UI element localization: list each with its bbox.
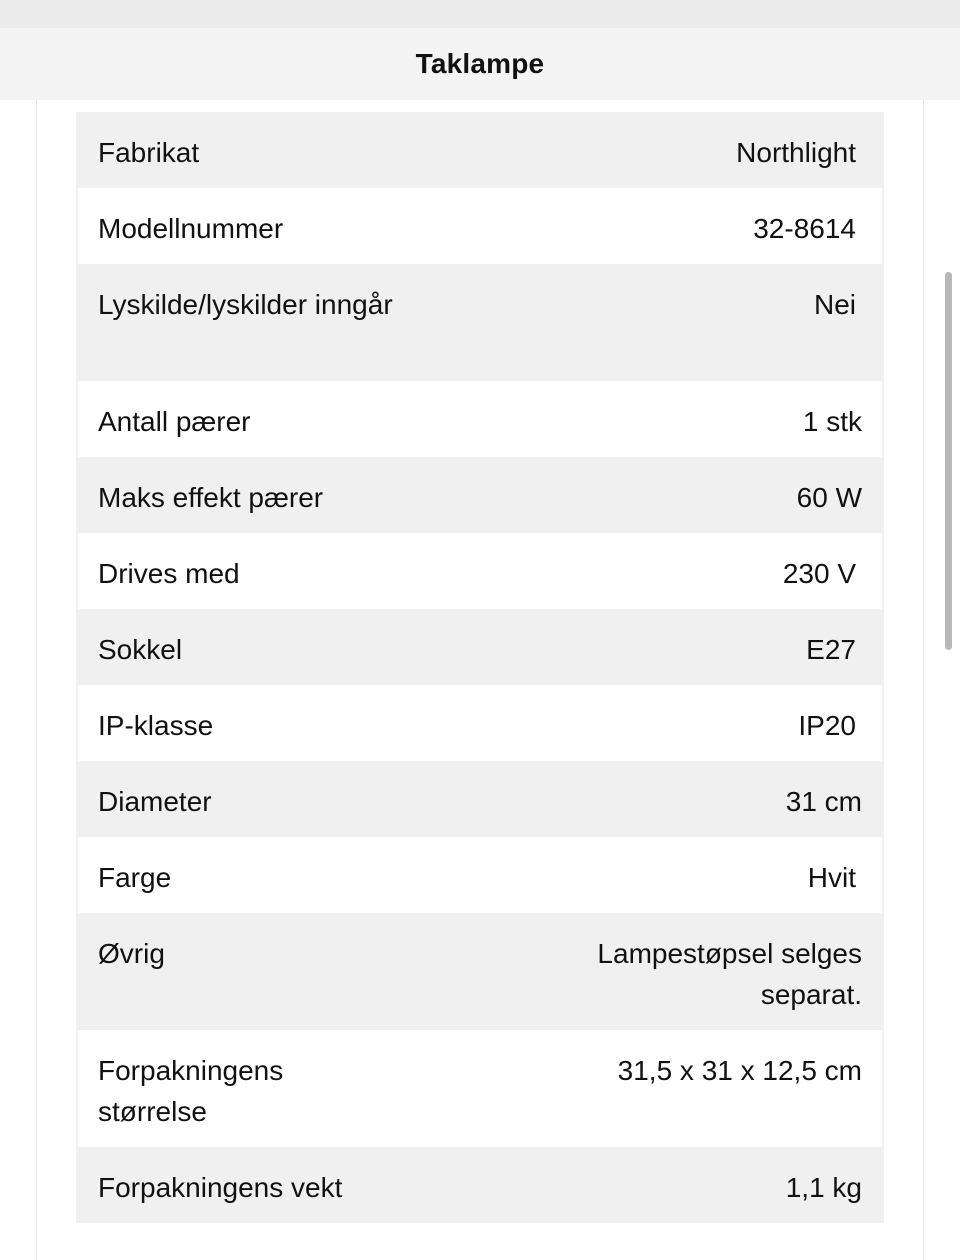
spec-row-farge <box>78 837 882 913</box>
spec-row-ovrig <box>78 913 882 1030</box>
spec-label: Drives med <box>98 558 240 589</box>
spec-value: 31 cm <box>785 786 862 817</box>
spec-row-diameter <box>78 761 882 837</box>
spec-label: Modellnummer <box>98 213 284 244</box>
spec-label: Diameter <box>98 786 212 817</box>
spec-value: 60 W <box>796 482 862 513</box>
spec-value: 230 V <box>782 558 856 589</box>
spec-row-fabrikat <box>78 112 882 188</box>
spec-table <box>76 112 884 1223</box>
spec-label: Forpakningens størrelse <box>98 1055 284 1127</box>
spec-value: 1 stk <box>802 406 862 437</box>
spec-value: Lampestøpsel selges separat. <box>597 938 862 1010</box>
spec-label: Maks effekt pærer <box>98 482 324 513</box>
spec-value: Northlight <box>736 137 856 168</box>
spec-label: Farge <box>98 862 172 893</box>
spec-row-forpakningens-vekt <box>78 1147 882 1223</box>
scrollbar-thumb[interactable] <box>945 272 952 650</box>
spec-value: 32-8614 <box>753 213 856 244</box>
status-bar-area <box>0 0 960 28</box>
spec-row-drives-med <box>78 533 882 609</box>
spec-value: IP20 <box>798 710 856 741</box>
spec-value: E27 <box>806 634 856 665</box>
spec-label: IP-klasse <box>98 710 214 741</box>
spec-row-antall-paerer <box>78 381 882 457</box>
spec-row-sokkel <box>78 609 882 685</box>
spec-label: Lyskilde/lyskilder inngår <box>98 289 393 320</box>
page-header <box>0 28 960 100</box>
spec-label: Øvrig <box>98 938 165 969</box>
spec-row-ip-klasse <box>78 685 882 761</box>
spec-value: 31,5 x 31 x 12,5 cm <box>617 1055 862 1086</box>
spec-label: Forpakningens vekt <box>98 1172 343 1203</box>
spec-row-maks-effekt <box>78 457 882 533</box>
spec-label: Fabrikat <box>98 137 200 168</box>
page-title: Taklampe <box>415 48 545 79</box>
spec-label: Antall pærer <box>98 406 251 437</box>
spec-row-modellnummer <box>78 188 882 264</box>
spec-value: Nei <box>813 289 856 320</box>
spec-row-forpakningens-storrelse <box>78 1030 882 1147</box>
spec-label: Sokkel <box>98 634 183 665</box>
spec-row-lyskilde <box>78 264 882 381</box>
spec-value: 1,1 kg <box>785 1172 862 1203</box>
spec-value: Hvit <box>807 862 856 893</box>
